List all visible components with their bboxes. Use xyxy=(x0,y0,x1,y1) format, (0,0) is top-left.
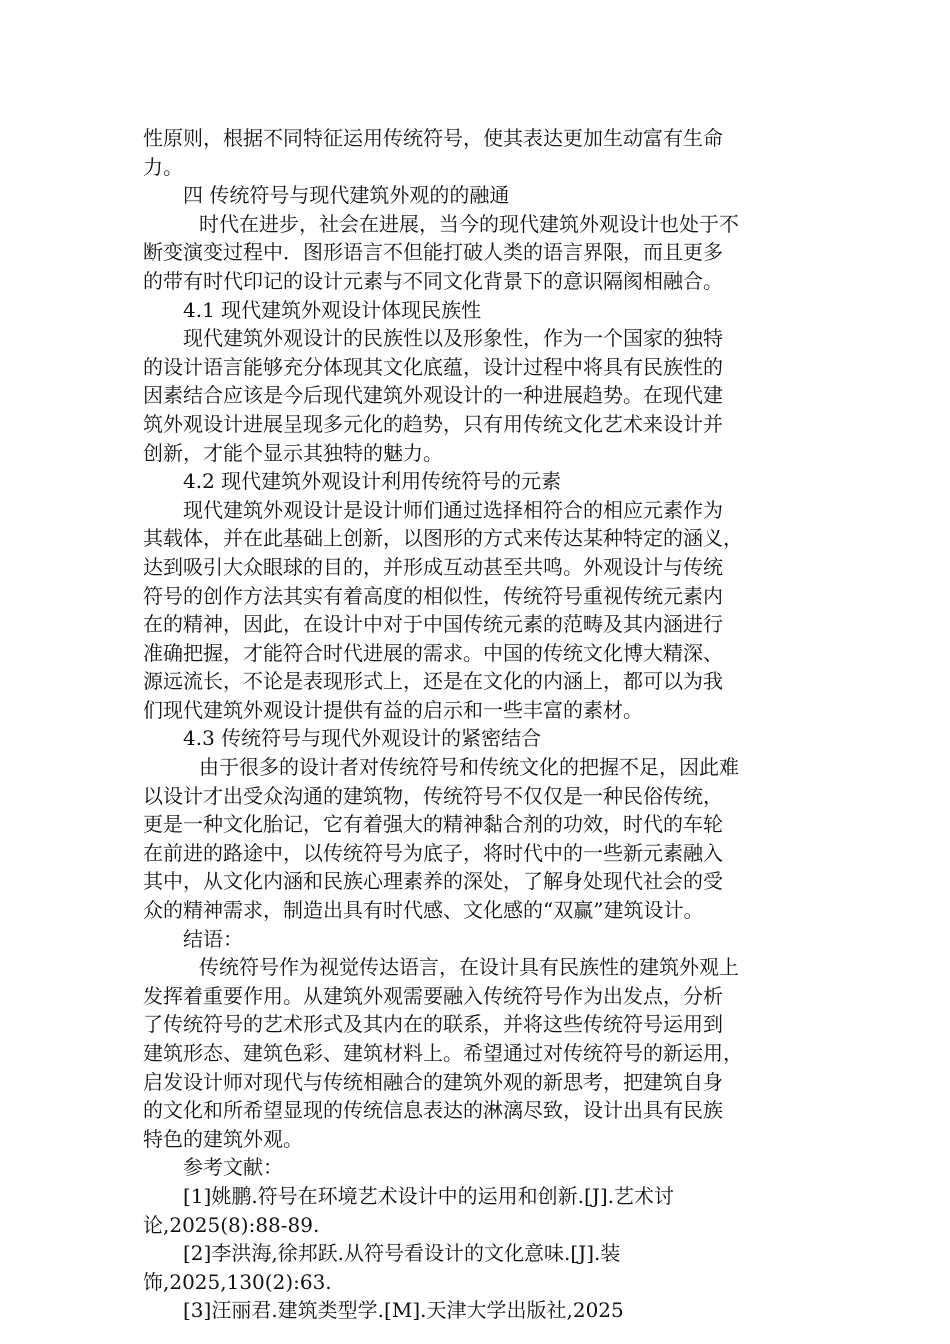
section-heading-4: 四 传统符号与现代建筑外观的的融通 xyxy=(183,183,510,208)
text-line: 的带有时代印记的设计元素与不同文化背景下的意识隔阂相融合。 xyxy=(143,268,723,293)
text-line: 准确把握，才能符合时代进展的需求。中国的传统文化博大精深、 xyxy=(143,640,723,665)
text-line: 力。 xyxy=(143,154,183,179)
section-heading-4-2: 4.2 现代建筑外观设计利用传统符号的元素 xyxy=(183,469,562,494)
document-body xyxy=(143,124,807,1325)
text-line: 的文化和所希望显现的传统信息表达的淋漓尽致，设计出具有民族 xyxy=(143,1098,723,1123)
text-line: 筑外观设计进展呈现多元化的趋势，只有用传统文化艺术来设计并 xyxy=(143,411,723,436)
text-line: 了传统符号的艺术形式及其内在的联系，并将这些传统符号运用到 xyxy=(143,1012,723,1037)
text-line: 现代建筑外观设计的民族性以及形象性，作为一个国家的独特 xyxy=(183,326,723,351)
text-line: 启发设计师对现代与传统相融合的建筑外观的新思考，把建筑自身 xyxy=(143,1069,723,1094)
text-line: 由于很多的设计者对传统符号和传统文化的把握不足，因此难 xyxy=(199,755,739,780)
text-line: 在前进的路途中，以传统符号为底子，将时代中的一些新元素融入 xyxy=(143,840,723,865)
text-line: 特色的建筑外观。 xyxy=(143,1126,303,1151)
text-line: 因素结合应该是今后现代建筑外观设计的一种进展趋势。在现代建 xyxy=(143,383,723,408)
references-heading: 参考文献： xyxy=(183,1155,283,1180)
section-heading-4-1: 4.1 现代建筑外观设计体现民族性 xyxy=(183,297,482,322)
text-line: 的设计语言能够充分体现其文化底蕴，设计过程中将具有民族性的 xyxy=(143,354,723,379)
text-line: 现代建筑外观设计是设计师们通过选择相符合的相应元素作为 xyxy=(183,497,723,522)
reference-item: [3]汪丽君.建筑类型学.[M].天津大学出版社,2025 xyxy=(183,1298,624,1323)
text-line: 达到吸引大众眼球的目的，并形成互动甚至共鸣。外观设计与传统 xyxy=(143,554,723,579)
text-line: 性原则，根据不同特征运用传统符号，使其表达更加生动富有生命 xyxy=(143,126,723,150)
text-line: 发挥着重要作用。从建筑外观需要融入传统符号作为出发点，分析 xyxy=(143,983,723,1008)
text-line: 符号的创作方法其实有着高度的相似性，传统符号重视传统元素内 xyxy=(143,583,723,608)
reference-item: [2]李洪海,徐邦跃.从符号看设计的文化意味.[J].装 xyxy=(183,1241,621,1266)
text-line: 其载体，并在此基础上创新，以图形的方式来传达某种特定的涵义， xyxy=(143,526,743,551)
text-line: 断变演变过程中．图形语言不但能打破人类的语言界限，而且更多 xyxy=(143,240,723,265)
text-line: 在的精神，因此，在设计中对于中国传统元素的范畴及其内涵进行 xyxy=(143,612,723,637)
text-line: 建筑形态、建筑色彩、建筑材料上。希望通过对传统符号的新运用， xyxy=(143,1041,743,1065)
text-line: 创新，才能个显示其独特的魅力。 xyxy=(143,440,443,465)
text-line: 更是一种文化胎记，它有着强大的精神黏合剂的功效，时代的车轮 xyxy=(143,812,723,837)
reference-item: [1]姚鹏.符号在环境艺术设计中的运用和创新.[J].艺术讨 xyxy=(183,1183,675,1208)
text-line: 以设计才出受众沟通的建筑物，传统符号不仅仅是一种民俗传统， xyxy=(143,783,723,808)
conclusion-heading: 结语： xyxy=(183,926,243,951)
text-line: 们现代建筑外观设计提供有益的启示和一些丰富的素材。 xyxy=(143,697,643,722)
text-line: 众的精神需求，制造出具有时代感、文化感的“双赢”建筑设计。 xyxy=(143,898,704,923)
text-line: 其中，从文化内涵和民族心理素养的深处，了解身处现代社会的受 xyxy=(143,869,723,894)
reference-item: 论,2025(8):88-89. xyxy=(143,1212,320,1237)
text-line: 传统符号作为视觉传达语言，在设计具有民族性的建筑外观上 xyxy=(199,955,739,980)
section-heading-4-3: 4.3 传统符号与现代外观设计的紧密结合 xyxy=(183,726,542,751)
reference-item: 饰,2025,130(2):63. xyxy=(143,1269,332,1294)
text-line: 时代在进步，社会在进展，当今的现代建筑外观设计也处于不 xyxy=(199,211,739,236)
text-line: 源远流长，不论是表现形式上，还是在文化的内涵上，都可以为我 xyxy=(143,669,723,694)
